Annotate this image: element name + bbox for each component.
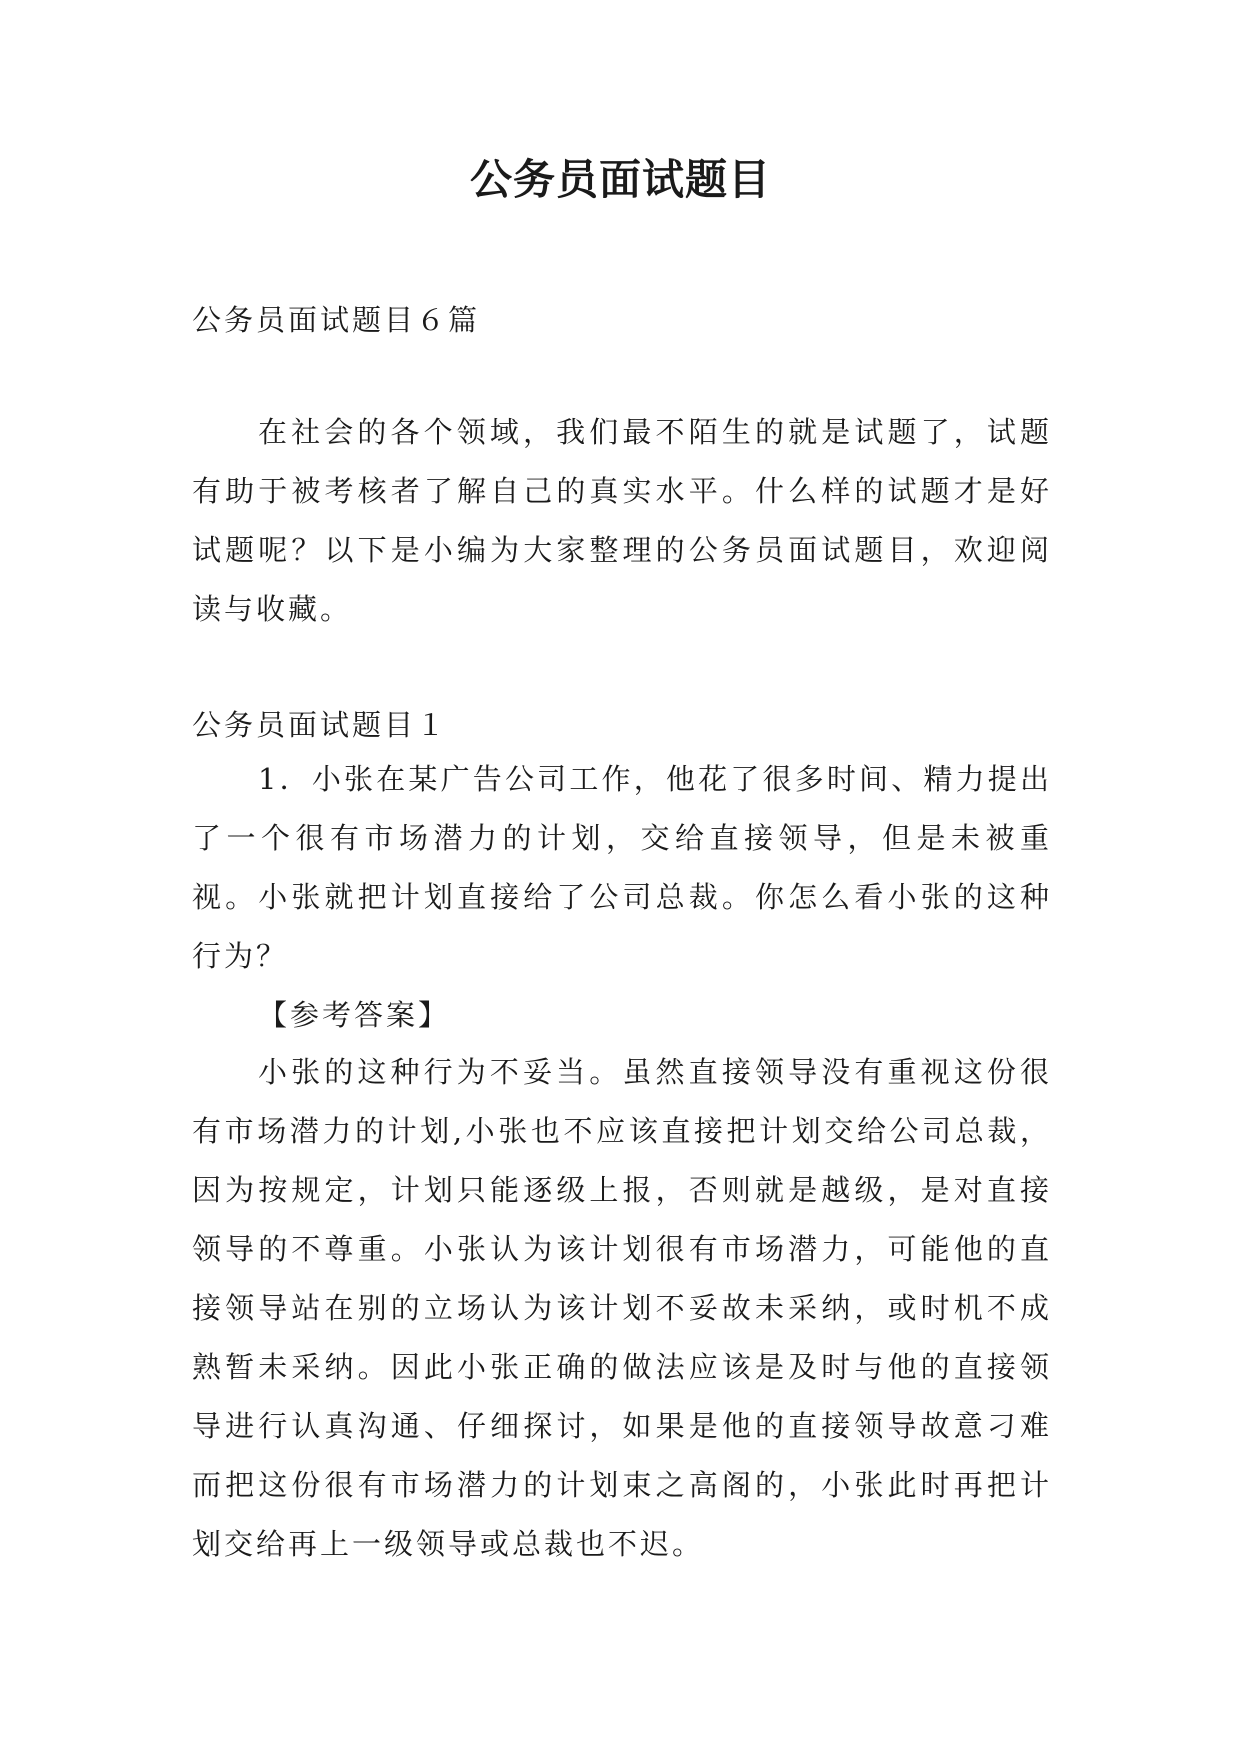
- question-paragraph: 1．小张在某广告公司工作，他花了很多时间、精力提出了一个很有市场潜力的计划，交给直接领导，但是未被重视。小张就把计划直接给了公司总裁。你怎么看小张的这种行为？: [192, 762, 1052, 973]
- answer-label: 【参考答案】: [258, 998, 451, 1032]
- answer-paragraph: 小张的这种行为不妥当。虽然直接领导没有重视这份很有市场潜力的计划,小张也不应该直接把计划交给公司总裁，因为按规定，计划只能逐级上报，否则就是越级，是对直接领导的不尊重。小张认为该计划很有市场潜力，可能他的直接领导站在别的立场认为该计划不妥故未采纳，或时机不成熟暂未采纳。因此小张正确的做法应该是及时与他的直接领导进行认真沟通、仔细探讨，如果是他的直接领导故意刁难而把这份很有市场潜力的计划束之高阁的，小张此时再把计划交给再上一级领导或总裁也不迟。: [192, 1055, 1052, 1561]
- intro-paragraph: 在社会的各个领域，我们最不陌生的就是试题了，试题有助于被考核者了解自己的真实水平。什么样的试题才是好试题呢？以下是小编为大家整理的公务员面试题目，欢迎阅读与收藏。: [192, 415, 1052, 626]
- document-title: 公务员面试题目: [469, 155, 771, 204]
- document-subtitle: 公务员面试题目６篇: [192, 303, 481, 337]
- section-heading: 公务员面试题目１: [192, 708, 449, 742]
